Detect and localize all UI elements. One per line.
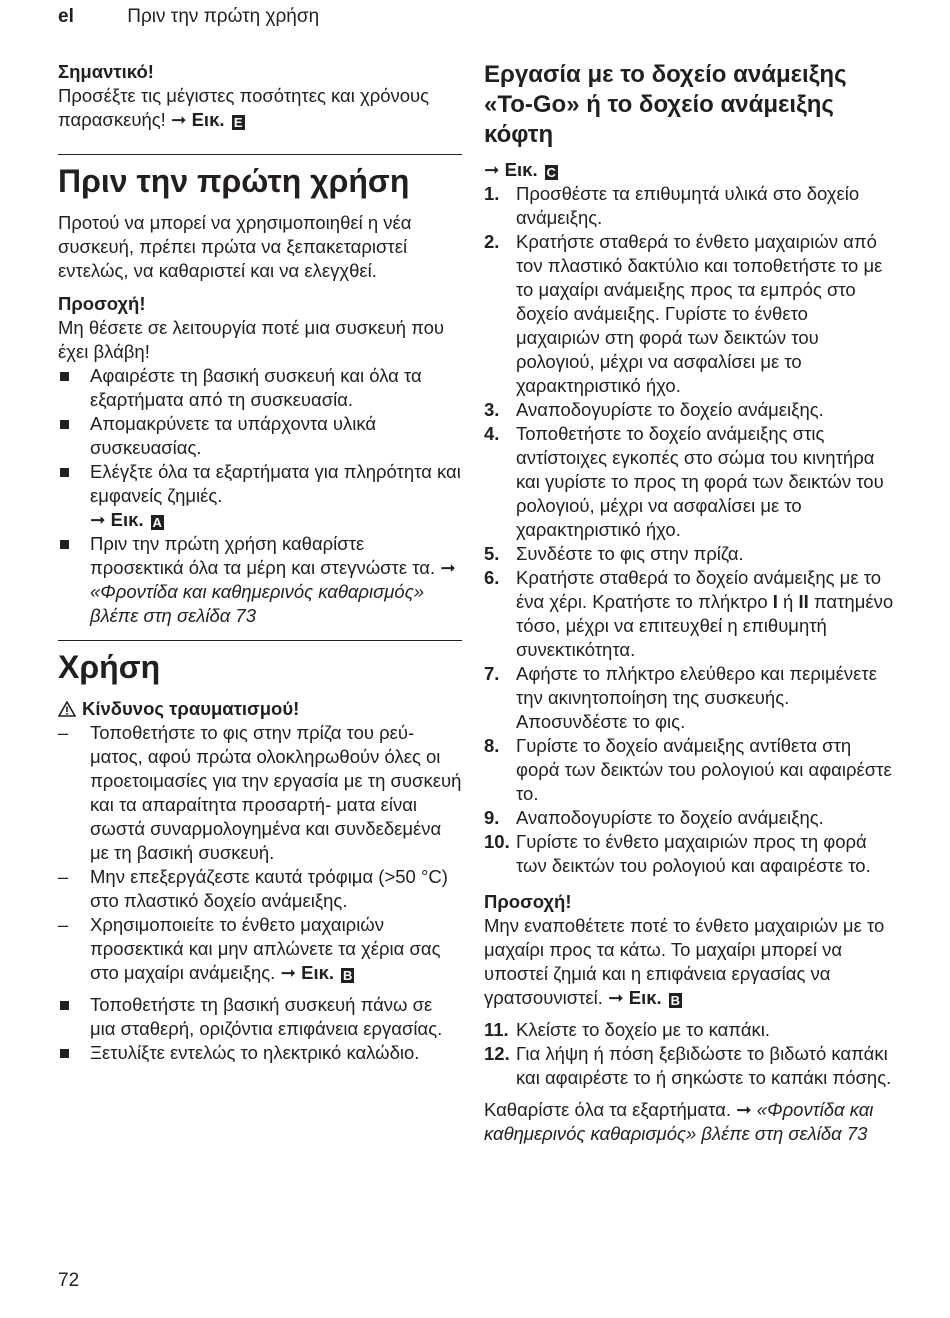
important-label: Σημαντικό! xyxy=(58,61,154,82)
bullet-square-icon xyxy=(60,420,69,429)
cleaning-note: Καθαρίστε όλα τα εξαρτήματα. ➞ «Φροντίδα και καθημερινός καθαρισμός» βλέπε στη σελίδα 73 xyxy=(484,1099,874,1144)
arrow-right-icon: ➞ xyxy=(484,159,500,180)
bullet-square-icon xyxy=(60,1049,69,1058)
page-cross-reference[interactable]: «Φροντίδα και καθημερινός καθαρισμός» βλέπε στη σελίδα 73 xyxy=(484,1099,874,1144)
caution-label: Προσοχή! xyxy=(58,293,146,314)
arrow-right-icon: ➞ xyxy=(608,987,624,1008)
figure-ref[interactable]: ➞ Εικ. A xyxy=(90,509,162,530)
list-item: Ελέγξτε όλα τα εξαρτήματα για πληρότητα και εμφανείς ζημιές. ➞ Εικ. A xyxy=(58,460,462,532)
language-code: el xyxy=(58,6,74,27)
list-item: 3. Αναποδογυρίστε το δοχείο ανάμειξης. xyxy=(484,399,824,420)
figure-ref[interactable]: ➞ Εικ. C xyxy=(484,159,556,180)
list-item: 2. Κρατήστε σταθερά το ένθετο μαχαιριών από τον πλαστικό δακτύλιο και τοποθετήστε το με το μαχαίρι ανάμειξης προς τα εμπρός στο δοχείο ανάμειξης. Γυρίστε το ένθετο μαχαιριών στη φορά των δεικτών του ρολογιού, μέχρι να ασφαλίσει με το χαρακτηριστικό ήχο. xyxy=(484,231,883,396)
arrow-right-icon: ➞ xyxy=(170,109,187,130)
list-item: 6. Κρατήστε σταθερά το δοχείο ανάμειξης με το ένα χέρι. Κρατήστε το πλήκτρο I ή II πατημένο τόσο, μέχρι να επιτευχθεί η επιθυμητή συνεκτικότητα. xyxy=(484,567,894,660)
caution-label: Προσοχή! xyxy=(484,891,572,912)
left-column xyxy=(58,60,462,1065)
list-item: 4. Τοποθετήστε το δοχείο ανάμειξης στις αντίστοιχες εγκοπές στο σώμα του κινητήρα και γυρίστε το προς τη φορά των δεικτών του ρολογιού, μέχρι να ασφαλίσει με το χαρακτηριστικό ήχο. xyxy=(484,423,884,540)
section-title-mixing: Εργασία με το δοχείο ανάμειξης «To-Go» ή το δοχείο ανάμειξης κόφτη xyxy=(484,61,847,148)
max-speed-symbol: II xyxy=(798,591,809,612)
first-use-text: Προτού να μπορεί να χρησιμοποιηθεί η νέα συσκευή, πρέπει πρώτα να ξεπακεταριστεί εντελώς, να καθαριστεί και να ελεγχθεί. xyxy=(58,212,412,281)
warning-triangle-icon xyxy=(58,701,76,717)
list-item: Αφαιρέστε τη βασική συσκευή και όλα τα εξαρτήματα από τη συσκευασία. xyxy=(58,364,462,412)
list-item: – Χρησιμοποιείτε το ένθετο μαχαιριών προσεκτικά και μην απλώνετε τα χέρια σας στο μαχαίρι ανάμειξης. ➞ Εικ. B xyxy=(58,914,441,983)
list-item: 1. Προσθέστε τα επιθυμητά υλικά στο δοχείο ανάμειξης. xyxy=(484,183,860,228)
list-item: Πριν την πρώτη χρήση καθαρίστε προσεκτικά όλα τα μέρη και στεγνώστε τα. ➞ «Φροντίδα και καθημερινός καθαρισμός» βλέπε στη σελίδα 73 xyxy=(58,532,462,628)
important-note: Προσέξτε τις μέγιστες ποσότητες και χρόνους παρασκευής! ➞ Εικ. E xyxy=(58,85,430,130)
caution-text: Μη θέσετε σε λειτουργία ποτέ μια συσκευή που έχει βλάβη! xyxy=(58,317,445,362)
list-item: 9. Αναποδογυρίστε το δοχείο ανάμειξης. xyxy=(484,807,824,828)
steps-list xyxy=(484,182,894,878)
arrow-right-icon: ➞ xyxy=(90,509,106,530)
caution-text: Μην εναποθέτετε ποτέ το ένθετο μαχαιριών με το μαχαίρι προς τα κάτω. Το μαχαίρι μπορεί να υποστεί ζημιά και η επιφάνεια εργασίας να γρατσουνιστεί. ➞ Εικ. B xyxy=(484,915,885,1008)
arrow-right-icon: ➞ xyxy=(440,557,456,578)
arrow-right-icon: ➞ xyxy=(280,962,296,983)
list-item: Απομακρύνετε τα υπάρχοντα υλικά συσκευασίας. xyxy=(58,412,462,460)
list-item: 7. Αφήστε το πλήκτρο ελεύθερο και περιμένετε την ακινητοποίηση της συσκευής. Αποσυνδέστε το φις. xyxy=(484,663,877,732)
list-item: 12. Για λήψη ή πόση ξεβιδώστε το βιδωτό καπάκι και αφαιρέστε το ή σηκώστε το καπάκι πόσης. xyxy=(484,1043,892,1088)
steps-list-continued xyxy=(484,1018,894,1090)
bullet-square-icon xyxy=(60,372,69,381)
first-use-bullet-list xyxy=(58,364,462,628)
page-header xyxy=(58,6,319,28)
danger-warning: Κίνδυνος τραυματισμού! xyxy=(58,697,462,721)
figure-ref[interactable]: ➞ Εικ. E xyxy=(171,109,245,130)
bullet-square-icon xyxy=(60,540,69,549)
safety-dash-list xyxy=(58,721,462,985)
list-item: 11. Κλείστε το δοχείο με το καπάκι. xyxy=(484,1019,771,1040)
list-item: 10. Γυρίστε το ένθετο μαχαιριών προς τη φορά των δεικτών του ρολογιού και αφαιρέστε το. xyxy=(484,831,871,876)
list-item: Τοποθετήστε τη βασική συσκευή πάνω σε μια σταθερή, οριζόντια επιφάνεια εργασίας. xyxy=(58,993,462,1041)
figure-ref[interactable]: ➞ Εικ. B xyxy=(280,962,353,983)
section-heading-use: Χρήση xyxy=(58,640,462,687)
list-item: – Μην επεξεργάζεστε καυτά τρόφιμα (>50 °C) στο πλαστικό δοχείο ανάμειξης. xyxy=(58,866,448,911)
pulse-button-symbol: I xyxy=(772,591,778,612)
list-item: 8. Γυρίστε το δοχείο ανάμειξης αντίθετα στη φορά των δεικτών του ρολογιού και αφαιρέστε το. xyxy=(484,735,892,804)
list-item: Ξετυλίξτε εντελώς το ηλεκτρικό καλώδιο. xyxy=(58,1041,462,1065)
list-item: – Τοποθετήστε το φις στην πρίζα του ρεύ- ματος, αφού πρώτα ολοκληρωθούν όλες οι προετοιμασίες για την εργασία με τη συσκευή και τα απαραίτητα προσαρτή- ματα είναι σωστά συναρμολογημένα και συνδεδεμένα με τη βασική συσκευή. xyxy=(58,722,462,863)
figure-ref-line xyxy=(484,158,894,182)
page-number: 72 xyxy=(58,1270,80,1291)
use-bullet-list xyxy=(58,993,462,1065)
bullet-square-icon xyxy=(60,468,69,477)
list-item: 5. Συνδέστε το φις στην πρίζα. xyxy=(484,543,744,564)
bullet-square-icon xyxy=(60,1001,69,1010)
arrow-right-icon: ➞ xyxy=(736,1099,752,1120)
right-column xyxy=(484,60,894,1146)
header-section-title: Πριν την πρώτη χρήση xyxy=(127,6,320,27)
figure-ref[interactable]: ➞ Εικ. B xyxy=(608,987,680,1008)
page-cross-reference[interactable]: «Φροντίδα και καθημερινός καθαρισμός» βλέπε στη σελίδα 73 xyxy=(90,581,424,626)
section-heading-first-use: Πριν την πρώτη χρήση xyxy=(58,154,462,201)
